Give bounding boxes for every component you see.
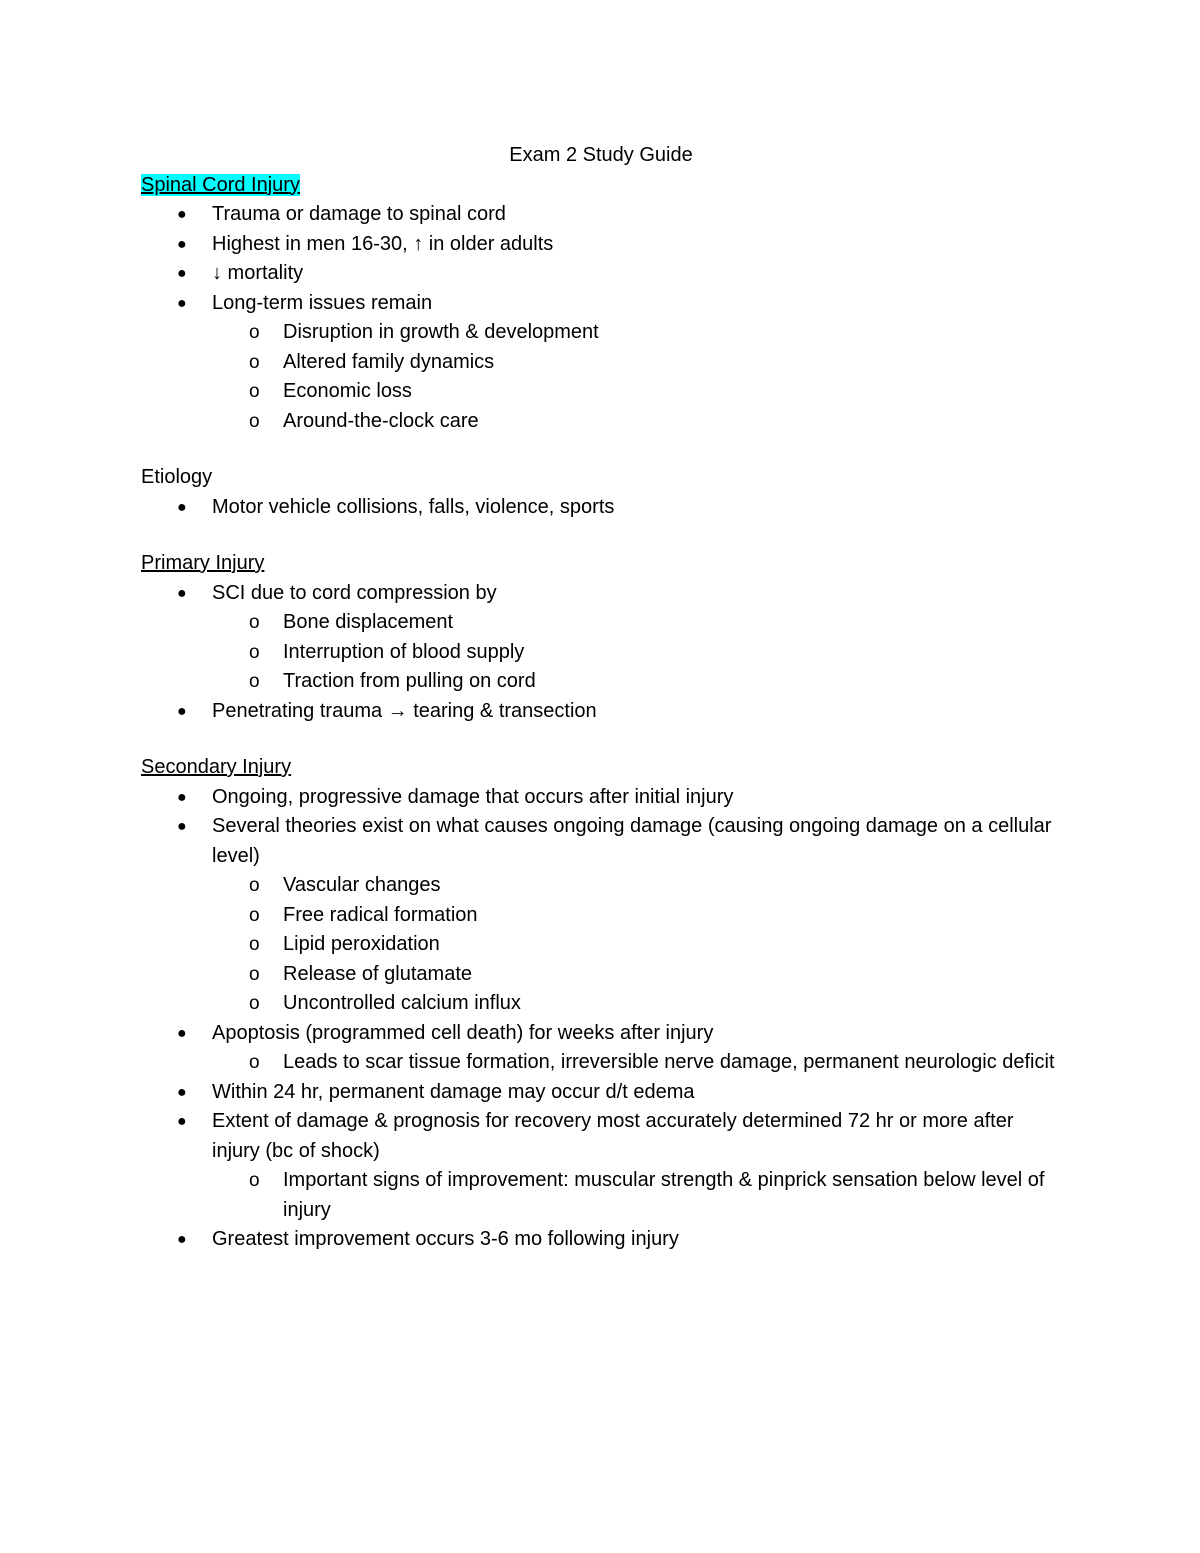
sub-list-item-text: Disruption in growth & development [283, 321, 599, 343]
sub-list-item [212, 318, 1061, 348]
sub-list-item [212, 960, 1061, 990]
list-item [141, 1225, 1061, 1255]
sub-list-item-text: Bone displacement [283, 611, 454, 633]
list-item [141, 200, 1061, 230]
sub-list-item [212, 989, 1061, 1019]
circle-bullet-icon: o [249, 993, 260, 1014]
sub-list-item [212, 901, 1061, 931]
sub-list-item [212, 377, 1061, 407]
list-item-text: Penetrating trauma → tearing & transection [212, 699, 597, 722]
sub-list-item [212, 348, 1061, 378]
sub-list-item-text: Uncontrolled calcium influx [283, 992, 521, 1014]
sub-list-item [212, 1166, 1061, 1225]
sub-list-item-text: Free radical formation [283, 903, 478, 926]
list-item-text: ↓ mortality [212, 262, 304, 284]
document-title: Exam 2 Study Guide [509, 144, 693, 166]
section-heading [141, 463, 1061, 493]
section-heading [141, 753, 1061, 783]
sub-list-item-text: Release of glutamate [283, 962, 473, 985]
sub-list-item-text: Altered family dynamics [283, 350, 495, 373]
sub-list-item-text: Around-the-clock care [283, 409, 479, 432]
section-heading-text: Etiology [141, 466, 213, 488]
circle-bullet-icon: o [249, 1052, 260, 1073]
list-item-text: Extent of damage & prognosis for recovery most accurately determined 72 hr or more after injury (bc of shock) [212, 1110, 1014, 1162]
section-heading-text: Primary Injury [141, 552, 265, 574]
list-item-text: Motor vehicle collisions, falls, violence, sports [212, 495, 615, 518]
list-item [141, 812, 1061, 1019]
circle-bullet-icon: o [249, 410, 260, 432]
list-item-text: Ongoing, progressive damage that occurs after initial injury [212, 785, 734, 808]
circle-bullet-icon: o [249, 934, 260, 955]
list-item [141, 1107, 1061, 1225]
sub-list-item [212, 608, 1061, 638]
sub-list-item [212, 930, 1061, 960]
list-item [141, 493, 1061, 523]
bullet-list [141, 783, 1061, 1255]
bullet-icon: ● [177, 788, 187, 806]
bullet-icon: ● [177, 1024, 187, 1042]
sub-list-item [212, 407, 1061, 437]
bullet-icon: ● [177, 206, 187, 223]
bullet-list [141, 493, 1061, 523]
sub-bullet-list [212, 1048, 1061, 1078]
list-item [141, 697, 1061, 727]
circle-bullet-icon: o [249, 904, 260, 926]
circle-bullet-icon: o [249, 963, 260, 985]
document-body [141, 141, 1061, 1255]
bullet-icon: ● [177, 1113, 187, 1130]
document-sections [141, 171, 1061, 1255]
circle-bullet-icon: o [249, 1170, 260, 1191]
section-heading [141, 171, 1061, 201]
bullet-list [141, 579, 1061, 727]
list-item [141, 783, 1061, 813]
circle-bullet-icon: o [249, 322, 260, 343]
section-spacer [141, 436, 1061, 463]
section-spacer [141, 522, 1061, 549]
sub-list-item-text: Traction from pulling on cord [283, 670, 536, 692]
sub-bullet-list [212, 318, 1061, 436]
section-heading-text: Secondary Injury [141, 756, 292, 778]
circle-bullet-icon: o [249, 875, 260, 896]
sub-bullet-list [212, 871, 1061, 1019]
circle-bullet-icon: o [249, 641, 260, 663]
sub-list-item-text: Leads to scar tissue formation, irreversible nerve damage, permanent neurologic deficit [283, 1051, 1055, 1073]
list-item-text: Highest in men 16-30, ↑ in older adults [212, 232, 554, 255]
sub-list-item-text: Interruption of blood supply [283, 640, 525, 663]
bullet-icon: ● [177, 702, 187, 720]
bullet-icon: ● [177, 265, 187, 282]
list-item-text: Several theories exist on what causes ongoing damage (causing ongoing damage on a cellular level) [212, 815, 1052, 867]
list-item [141, 230, 1061, 260]
bullet-icon: ● [177, 1083, 187, 1101]
circle-bullet-icon: o [249, 671, 260, 692]
circle-bullet-icon: o [249, 612, 260, 633]
list-item-text: Trauma or damage to spinal cord [212, 203, 506, 225]
sub-list-item-text: Important signs of improvement: muscular strength & pinprick sensation below level of injury [283, 1169, 1045, 1221]
sub-bullet-list [212, 608, 1061, 697]
bullet-icon: ● [177, 818, 187, 835]
list-item [141, 1019, 1061, 1078]
list-item-text: Within 24 hr, permanent damage may occur d/t edema [212, 1080, 695, 1103]
sub-list-item [212, 1048, 1061, 1078]
sub-list-item-text: Economic loss [283, 380, 412, 402]
list-item-text: Apoptosis (programmed cell death) for weeks after injury [212, 1021, 714, 1044]
sub-list-item-text: Vascular changes [283, 874, 441, 896]
bullet-icon: ● [177, 584, 187, 602]
section-spacer [141, 726, 1061, 753]
bullet-list [141, 200, 1061, 436]
list-item-text: SCI due to cord compression by [212, 581, 497, 604]
sub-bullet-list [212, 1166, 1061, 1225]
bullet-icon: ● [177, 1231, 187, 1248]
list-item [141, 259, 1061, 289]
circle-bullet-icon: o [249, 351, 260, 373]
list-item [141, 1078, 1061, 1108]
bullet-icon: ● [177, 235, 187, 253]
section-heading [141, 549, 1061, 579]
list-item [141, 579, 1061, 697]
sub-list-item-text: Lipid peroxidation [283, 933, 440, 955]
sub-list-item [212, 667, 1061, 697]
sub-list-item [212, 638, 1061, 668]
bullet-icon: ● [177, 498, 187, 516]
sub-list-item [212, 871, 1061, 901]
bullet-icon: ● [177, 294, 187, 312]
circle-bullet-icon: o [249, 381, 260, 402]
list-item [141, 289, 1061, 437]
section-heading-text: Spinal Cord Injury [141, 173, 300, 196]
list-item-text: Greatest improvement occurs 3-6 mo following injury [212, 1228, 679, 1250]
list-item-text: Long-term issues remain [212, 291, 433, 314]
